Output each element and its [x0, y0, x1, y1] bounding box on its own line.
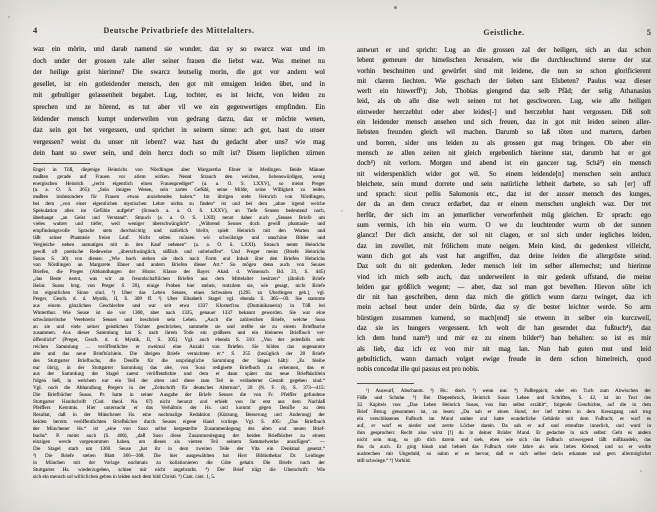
text-line: öffentlicht“ (Preger, Gesch. d. d. Mystik, II, S. 305). Vgl. auch ebenda S. 310: „Von der jedenfalls sehr: [33, 337, 325, 344]
text-line: leidender mensch kumpt underweilen von gedrang darzu, daz er möchte wenen,: [33, 114, 325, 123]
text-line: Die Briefbücher Susos. Pr. hatte in seiner Ausgabe der Briefe Seuses die von Fr. Pfeiffer gefundene: [33, 391, 325, 398]
text-line: Spekulation alles im Gefühle aufgeht“ (Strauch a. a. O. S. LXXV), an Tiefe Seusen bedeutend nach,: [33, 207, 325, 214]
text-line: ¹) Auswurf, Abschaum. ²) Hs.: doch. ³) wenn nur. ⁴) Fußteppich; oder ein Tuch zum Abwischen der: [366, 387, 651, 394]
text-line: waz ein mörin, und darab namend sie wunder, daz sy so swarcz waz und im: [33, 45, 325, 53]
text-line: mußten insbesondere für Frauen etwas anziehendes haben.“ Im übrigen steht Heinrich von Nördlingen,: [33, 194, 325, 201]
text-line: bleichete, sein mund dorrete und sein natürliche lebheit darbete, so sah [er] uff: [357, 179, 651, 188]
running-title-left: Deutsche Privatbriefe des Mittelalters.: [103, 26, 255, 35]
text-line: leiden gar größlich wegent; — aber, daz sol man got bevelhen. Hievon sölte ich: [357, 282, 651, 291]
text-line: mußten gerade auf Frauen vor allem wirken. Nennt Strauch den weichen, liebenswürdigen, wenig: [33, 173, 325, 180]
text-line: Vgl. noch die Abhandlung Pregers in der „Zeitschrift für deutsches Altertum“, 20 (N. F. 8), S. 373—415:: [33, 384, 325, 391]
body-text-left: [33, 44, 325, 160]
text-line: Stuttgarter Handschrift (Cod. theol. No. 67) nicht benutzt und erhielt von ihr erst aus dem Nachlaß: [33, 398, 325, 405]
text-line: nur übrig, in der Stuttgarter Sammlung das alte, von Suso redigierte Briefbuch zu erkennen, das er: [33, 364, 325, 371]
text-line: reichen Sammlung ... veröffentlichte er zweimal eine Anzahl von Briefen. Sie bilden das sogenannte: [33, 344, 325, 351]
text-line: gewiß oft poetische Redeweise „überschwänglich, süßlich und unbeholfen“. Und Preger meint (Briefe Heinrichs: [33, 248, 325, 255]
text-line: ein leidender mensch ansehen und sich freuen, daz in got mit leiden seinen aller-: [357, 118, 651, 127]
footnote-separator-left: [33, 163, 90, 164]
print-artifact: [341, 210, 343, 212]
text-line: Füße und Schuhe. ⁵) Bei Diepenbrock, Heinrich Susos Leben und Schriften, S. 42, ist im Text des: [357, 394, 651, 401]
text-line: Engel in Töß, diejenige Heinrichs von Nördlingen aber Margaretha Ebner in Medingen. Beide Männer: [33, 166, 325, 173]
text-line: im eigentlichen Sinne sind. ¹) Über das Leben Seuses, eines Schwaben (1295 zu Überlingen geb.), vgl.: [33, 289, 325, 296]
text-line: aus der Sammlung der Stagel zuerst veröffentlichte und dem er dann später das neue Briefbüchlein: [33, 371, 325, 378]
text-line: in München mit der Vorlage nochmals zu kollationieren die Güte gehabt. Die Briefe nach der: [33, 459, 325, 466]
text-line: ein verschlissenes Fußtuch im Mund umher und hatte wunderliche Gebärde mit dem Fußtuch; er warf es: [357, 415, 651, 422]
print-artifact: [640, 470, 642, 472]
text-line: empfindungsvolle Sprache stets durchsichtig und natürlich bleibt, spielt Heinrich mit den Worten und: [33, 228, 325, 235]
text-line: zusammen. Aus dieser Sammlung hat S. nach ihrem Tode ein größeres und ein kleineres Briefbuch ver-: [33, 330, 325, 337]
print-artifact: [8, 16, 10, 18]
text-line: nit widerspenklich wider got wil. So einem leidende[n] menschen sein antlucz: [357, 169, 651, 178]
text-line: liebsten freunden gleich wil machen. Darumb so laß töten und martern, darben: [357, 128, 651, 137]
page-left-header: [33, 25, 325, 35]
footnotes-right: [357, 388, 651, 465]
text-line: ausbrechen mit Ungeduld, so nahm er es hervor, daß er sich selber darin erkannte und gern allermöglichst: [357, 450, 651, 457]
text-line: glancz! Der dich ansicht, der sol nit clagen, er sol sich under iegliches leiden,: [357, 231, 651, 240]
text-line: still schwiege.“ ⁶) Vorbild.: [357, 457, 411, 464]
text-line: überhaupt „an Geist und Verstand“. Strauch (a. a. O. S. LXII) nennt daher auch „Seuses Briefe um: [33, 214, 325, 221]
text-line: daz sie irs hungers vergessent. Ich wolt dir han gesendet daz fußtuch⁴), daz: [357, 324, 651, 333]
text-line: Daz solt du nit gedenken. Jeder mensch leit im selber allernechst; und hierinne: [357, 262, 651, 271]
text-line: eintweder herczeblut oder aber leides[-] und herczeblut hant vergossen. Diß solt: [357, 107, 651, 116]
running-title-right: Geistliche.: [483, 28, 525, 37]
text-line: mensch ze allen zeiten nit gleich ergebenlich hierinne stat, darumb hat er got: [357, 148, 651, 157]
text-line: folgen ließ, in welchem nur ein Teil der alten und diese zum Teil in veränderter Gestalt gegeben sind.“: [33, 378, 325, 385]
text-line: Brief Bezug genommen ist, zu lesen: „Da sah er einen Hund, der lief mitten in dem Kreuzgang und trug: [357, 408, 651, 415]
text-line: lebent gemeure der himelischen Jerusalem, wie die durchleuchtend sterne der stat: [357, 56, 651, 65]
text-line: mit gebultiger gelassenheit begabet. Lug, tochter, es ist leicht, von leiden zu: [33, 91, 325, 100]
text-line: wann dich got als vast hat angriffen, daz deine leiden die allergröste seind.: [357, 251, 651, 260]
text-line: beiden bereits veröffentlichten Briefbücher durch Seuses eigene Hand vorliege. Vgl. S. 405: „Das Briefbuch: [33, 419, 325, 425]
page-left: [33, 0, 325, 480]
page-right: [357, 0, 651, 465]
text-line: buchs“. P. meint auch (S. 406), „daß Suso diese Zusammenlegung der beiden Briefbücher zu einem: [33, 432, 325, 439]
text-line: mit clarem liechten. Wie geschach der lieben sant Elsbeten? Paulus waz dieser: [357, 76, 651, 85]
text-line: Heinr. Susos hrsg. von Preger S. 20), einige Proben hier stehen, trotzdem sie, wie gesagt, nicht Briefe: [33, 282, 325, 289]
text-line: thu du auch. Er ging hinab und behielt das Fußtuch viele Jahre als sein liebes Kleinod, und so er wollte: [357, 443, 651, 450]
text-line: dein hant so swer sein, und dein hercz doch so milt ist? Disem lieplichen zürnen: [33, 149, 325, 158]
page-number-left: 4: [33, 25, 38, 35]
text-line: herfür, der sich im an jemerlicher verworfenheit müg gleichen. Er sprach: ego: [357, 210, 651, 219]
text-line: des Stuttgarter Briefbuchs, die Denifle für die ursprüngliche Sammlung der Stagel hält): „Es bleibe: [33, 357, 325, 364]
text-line: der Münchener Hs.“ ist „eine von Suso selbst hergestellte Zusammenlegung des alten und neuen Brief-: [33, 425, 325, 432]
text-line: nobis concedat ille qui passus est pro nobis.: [357, 365, 480, 374]
text-line: Resultat, daß in der Münchener Hs. eine nochmalige Redaktion (Kürzung, Besserung und Änderung) der: [33, 412, 325, 419]
text-line: Die Stagel starb um 1360. Seuse „hat ihr in dem zweiten Teile der Vita ein Denkmal gesetzt.“: [33, 446, 325, 453]
text-line: Briefen, die Preger (Abhandlungen der Histor. Klasse der Bayer. Akad. d. Wissensch. Bd. 21, S. 445): [33, 269, 325, 276]
text-line: „das Beste nennt, was wir an freundschaftlichen Briefen aus dem Mittelalter besitzen“ (ähnlich Briefe: [33, 275, 325, 282]
text-line: auf, er warf es nieder und zerrte Löcher darein. Da sah er auf und erseufzte innerlich, und ward in: [357, 422, 651, 429]
text-line: doch²) nit verlorn. Morgen und abend ist ein ganczer tag. Schá³) ein mensch: [357, 159, 651, 168]
text-line: antwurt er und spricht: Lug an die grossen zal der heiligen, sich an daz schon: [357, 46, 651, 54]
text-line: Vergleiche neben anmutigen mit in den Kauf nehmen“ (a. a. O. S. LXXI). Strauch nennt Heinrichs: [33, 241, 325, 248]
text-line: vergessen? weist du unser nit lebent? waz hast du gedacht aber uns? wie mag: [33, 137, 325, 146]
page-right-header: [357, 27, 651, 37]
body-text-right: [357, 45, 651, 375]
text-line: und sprach: sicut pellis Salomonis etc., daz ist der ausser mensch des kunges,: [357, 190, 651, 199]
text-line: Winterthur. Wie Seuse ist sie vor 1360, aber nach 1335, genauer 1337 bekannt geworden. Sie war eine: [33, 310, 325, 316]
text-line: sum vermis, ich bin ein wurm. O we du leuchtender wurm ob der sunnen: [357, 221, 651, 230]
text-line: schwärmerische Verehrerin Seuses und beschrieb sein Leben. „Auch die zahlreichen Briefe, welche Suso: [33, 316, 325, 323]
text-line: einzigen werde vorgenommen haben, um dieses als vierten Teil seinem Sammelwerke anzufügen“. —: [33, 439, 325, 446]
text-line: ihm gesprochen: Recht also wirst [!] du in deiner Brüder Mund. Er gedachte in sich selbst: Geht es anders: [357, 429, 651, 436]
text-line: Stuttgarter Hs. wiederzugeben, schien mir nicht angebracht. ⁴) Der Brief trägt die Überschrift: Wie: [33, 466, 325, 473]
text-line: Pfeiffers Kenntnis. Hier untersucht er das Verhältnis der Hs. und kommt gegen Denifle zu dem: [33, 405, 325, 412]
text-line: mein achsel beut under dein bürde, daz sy dir bester leichter werde. So arm: [357, 303, 651, 312]
text-line: bei dem „von einer eigentlichen mystischen Lehre nichts zu finden“ ist und bei dem „ohne irgend welche: [33, 201, 325, 207]
text-line: aus einem gänzlichen Geschlechte und war seit etwa 1337 Klosterfrau (Dominikanerin) in Töß bei: [33, 303, 325, 310]
text-line: (a. a. O. S. 365): „Sein inniges Wesen, sein zartes Gefühl, seine Milde, seine Willigkeit zu leiden: [33, 187, 325, 194]
footnotes-left: [33, 167, 325, 480]
text-line: als lieb, daz ich ez von mir nit mag lan. Nun hab guten mut und leid: [357, 344, 651, 353]
text-line: der da an dem creucz erdarbet, daz er einem menschen ungleich waz. Der tret: [357, 200, 651, 209]
text-line: vind ich mich selb auch, daz underweilent in mir gedenk uffstand, die meine: [357, 272, 651, 281]
text-line: daz im zuvellet, mit frölichem mute neigen. Mein kind, du gedenkest villeicht,: [357, 241, 651, 250]
text-line: von Nördlingen an Margarete Ebner und andern Briefen dieser Art.“ So mögen denn auch von Seuses: [33, 262, 325, 269]
text-line: alte und das neue Briefbüchlein. Die übrigen Briefe vernichtete er.“ S. 255 (bezüglich der 28 Briefe: [33, 350, 325, 357]
text-line: sprechen und ze hörend, es tut aber vil we ein gegenwertiges empfinden. Ein: [33, 102, 325, 111]
text-line: gesellet, ist ein gotleidender mensch, den got mit emsigem leiden übet, und in: [33, 79, 325, 88]
text-line: bürstigen zusammen kumend, so mach[end] sie etwenn in selber ein kurczweil,: [357, 313, 651, 322]
text-line: gebulticlich, wann darnach volget ewige freude in dem schon himelreich, quod: [357, 354, 651, 363]
text-line: daz sein got het vergessen, und sprichet in seinem sinne: ach got, hast du unser: [33, 126, 325, 135]
footnote-separator-right: [357, 383, 414, 384]
text-line: läßt seiner Phantasie freien Lauf. Nicht selten müssen wir schwülstige und unschöne Bilder und: [33, 235, 325, 242]
text-line: sich ein mensch sol williclichen geben in leiden nach dem bild Christi. ⁵) Cant. cant. 1, 5.: [33, 473, 216, 480]
text-line: werlt ein hinwerff¹); Job, Thobias giengend daz selb Pfäd; der selig Athanasius: [357, 87, 651, 96]
text-line: doch under der grossen zale aller seiner frauen die liebst waz. Was meinet nu: [33, 56, 325, 65]
text-line: Preger, Gesch. d. d. Mystik, II, S. 309 ff. ²) Über Elisabeth Stagel vgl. ebenda S. 305—09. Sie stammte: [33, 296, 325, 303]
text-line: an sie und viele seiner geistlichen Töchter geschrieben, sammelte sie und stellte sie zu einem Briefbuche: [33, 323, 325, 330]
text-line: Susos S. 30) von diesen: „Wie hoch stehen sie doch nach Form und Inhalt über den Briefen Heinrichs: [33, 255, 325, 262]
text-line: vorhin beschnitten und gewürfet sind mit leidene, die nun so schon glorificierent: [357, 66, 651, 75]
text-line: nicht sein mag, so gib dich darein und sieh, eben wie sich das Fußtuch schweigend läßt mißhandeln, das: [357, 436, 651, 443]
text-line: ich dem hund nam⁵) und mir ez zu einem bilder⁶) han behalten: so ist es mir: [357, 334, 651, 343]
text-line: vieles wahrer und tiefer, weil weniger überschwänglich“. „Während Seuses doch gewiß phantasie- und: [33, 221, 325, 228]
text-line: und borren, sider uns leiden zu als grossen gut mag bringen. Ob aber ein: [357, 138, 651, 147]
text-line: energischen Heinrich „recht eigentlich einen Frauenprediger“ (a. a. O. S. LXXV), so meint Preger: [33, 180, 325, 187]
text-line: ³) Die Briefe stehen Blatt 366—368. Die hier ausgewählten hat Herr Bibliothekar Dr. Leidinger: [33, 453, 325, 460]
page-number-right: 5: [646, 27, 651, 37]
text-line: der heilige geist hierinne? Die swarcz leutselig morin, die got vor andern wol: [33, 68, 325, 77]
text-line: dir nit han geschriben, denn daz mich die götlich wunn darzu twinget, daz ich: [357, 293, 651, 302]
text-line: 32. Kapitels von: „Das Leben Heinrich Susos, von ihm selbst erzählt“, folgende Geschichte, auf die in dem: [357, 401, 651, 408]
text-line: leid, als ob alle dise welt seinen tot het geschworen. Lug, wie alle heiligen: [357, 97, 651, 106]
